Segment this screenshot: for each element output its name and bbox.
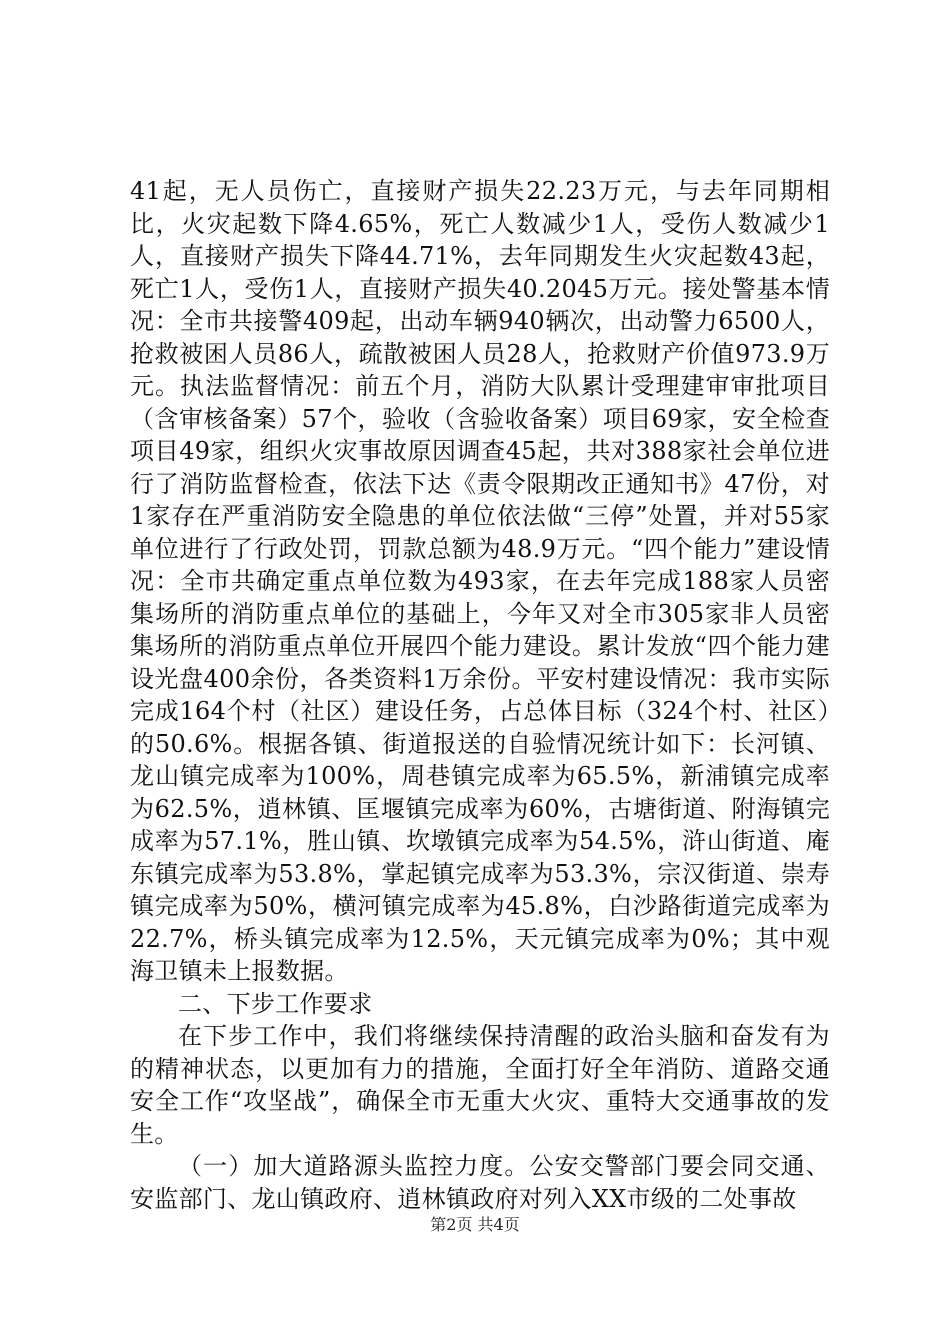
- section-heading: 二、下步工作要求: [178, 989, 373, 1018]
- paragraph-work-requirements: 在下步工作中，我们将继续保持清醒的政治头脑和奋发有为的精神状态，以更加有力的措施，全面打好全年消防、道路交通安全工作“攻坚战”，确保全市无重大火灾、重特大交通事故的发生。: [130, 1022, 830, 1148]
- paragraph-item-one: （一）加大道路源头监控力度。公安交警部门要会同交通、安监部门、龙山镇政府、逍林镇政府对列入XX市级的二处事故: [130, 1152, 830, 1213]
- page-footer: 第2页 共4页: [430, 1215, 520, 1234]
- document-body: [130, 175, 830, 1215]
- paragraph-statistics: 41起，无人员伤亡，直接财产损失22.23万元，与去年同期相比，火灾起数下降4.65%，死亡人数减少1人，受伤人数减少1人，直接财产损失下降44.71%，去年同期发生火灾起数43起，死亡1人，受伤1人，直接财产损失40.2045万元。接处警基本情况：全市共接警409起，出动车辆940辆次，出动警力6500人，抢救被困人员86人，疏散被困人员28人，抢救财产价值973.9万元。执法监督情况：前五个月，消防大队累计受理建审审批项目（含审核备案）57个，验收（含验收备案）项目69家，安全检查项目49家，组织火灾事故原因调查45起，共对388家社会单位进行了消防监督检查，依法下达《责令限期改正通知书》47份，对1家存在严重消防安全隐患的单位依法做“三停”处置，并对55家单位进行了行政处罚，罚款总额为48.9万元。“四个能力”建设情况：全市共确定重点单位数为493家，在去年完成188家人员密集场所的消防重点单位的基础上，今年又对全市305家非人员密集场所的消防重点单位开展四个能力建设。累计发放“四个能力建设光盘400余份，各类资料1万余份。平安村建设情况：我市实际完成164个村（社区）建设任务，占总体目标（324个村、社区）的50.6%。根据各镇、街道报送的自验情况统计如下：长河镇、龙山镇完成率为100%，周巷镇完成率为65.5%，新浦镇完成率为62.5%，逍林镇、匡堰镇完成率为60%，古塘街道、附海镇完成率为57.1%，胜山镇、坎墩镇完成率为54.5%，浒山街道、庵东镇完成率为53.8%，掌起镇完成率为53.3%，宗汉街道、崇寿镇完成率为50%，横河镇完成率为45.8%，白沙路街道完成率为22.7%，桥头镇完成率为12.5%，天元镇完成率为0%；其中观海卫镇未上报数据。: [130, 177, 830, 985]
